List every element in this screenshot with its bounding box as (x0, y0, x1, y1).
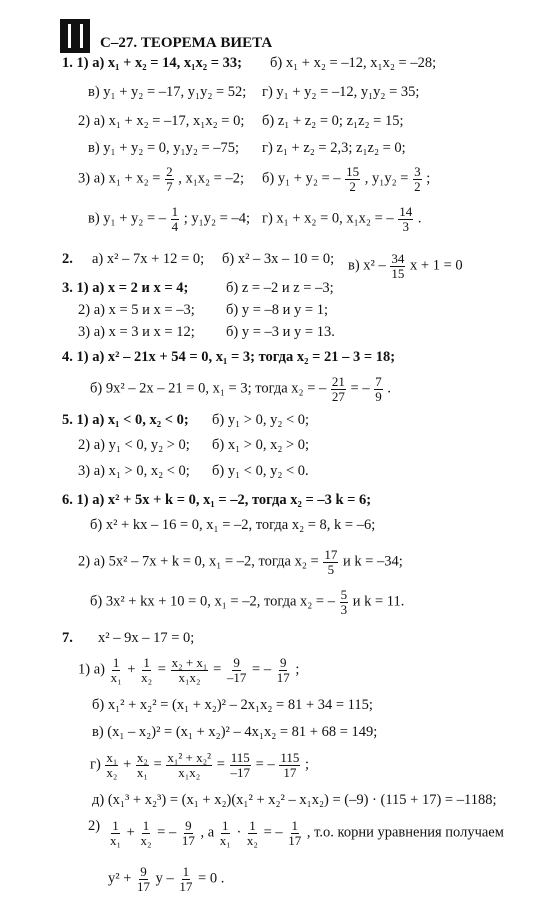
solution-line (90, 518, 375, 533)
text-segment: x + 1 = 0 (406, 257, 463, 274)
text-segment: г) (90, 756, 105, 773)
fraction (331, 375, 346, 403)
fraction-denominator: –17 (226, 669, 247, 685)
text-segment: б) y = –3 и y = 13. (226, 324, 335, 340)
fraction-numerator: 1 (112, 655, 120, 670)
solution-line (262, 165, 430, 193)
text-segment: = – (346, 380, 374, 397)
fraction (230, 751, 252, 779)
fraction-numerator: 1 (291, 818, 299, 833)
solution-line (92, 252, 204, 267)
text-segment: и k = 11. (349, 593, 405, 610)
text-segment: ; y₁y₂ = –4; (180, 210, 250, 227)
text-segment: 2. (62, 251, 73, 267)
fraction-denominator: 17 (276, 669, 290, 685)
solution-line (222, 252, 334, 267)
text-segment: 2) а) x = 5 и x = –3; (78, 302, 195, 318)
text-segment: б) z₁ + z₂ = 0; z₁z₂ = 15; (262, 113, 404, 129)
fraction-denominator: –17 (230, 764, 251, 780)
solution-line (62, 493, 371, 508)
solution-line (92, 725, 377, 740)
solution-line (108, 865, 224, 893)
text-segment: 1. 1) а) x₁ + x₂ = 14, x₁x₂ = 33; (62, 55, 242, 71)
text-segment: 6. 1) а) x² + 5x + k = 0, x₁ = –2, тогда x₂ = –3 k = 6; (62, 492, 372, 508)
fraction-numerator: 5 (340, 587, 348, 602)
fraction-denominator: 5 (327, 561, 335, 577)
fraction (171, 205, 180, 233)
fraction-numerator: x₂ (136, 750, 148, 765)
text-segment: = (209, 661, 225, 678)
text-segment: б) x₁ + x₂ = –12, x₁x₂ = –28; (270, 55, 437, 71)
text-segment: б) 9x² – 2x – 21 = 0, x₁ = 3; тогда x₂ = – (90, 380, 330, 397)
fraction-denominator: 9 (375, 388, 382, 404)
solution-line (108, 819, 504, 847)
solution-line (88, 205, 250, 233)
solution-line (262, 114, 404, 129)
text-segment: = – (252, 756, 279, 773)
fraction-numerator: 1 (222, 818, 229, 833)
text-segment: . (383, 380, 391, 397)
text-segment: 2) (88, 818, 101, 834)
fraction-denominator: x₂ (246, 832, 258, 848)
text-segment: г) x₁ + x₂ = 0, x₁x₂ = – (262, 210, 398, 227)
fraction (390, 252, 405, 280)
fraction-numerator: 1 (143, 655, 150, 670)
text-segment: ; (291, 661, 300, 678)
solution-line (88, 85, 246, 100)
fraction-denominator: 3 (402, 218, 410, 234)
solution-line (78, 548, 403, 576)
page-title: С–27. ТЕОРЕМА ВИЕТА (100, 35, 273, 51)
text-segment: 4. 1) а) x² – 21x + 54 = 0, x₁ = 3; тогда x₂ = 21 – 3 = 18; (62, 349, 396, 365)
fraction (287, 819, 302, 847)
text-segment: б) y₁ < 0, y₂ < 0. (212, 463, 309, 479)
fraction-denominator: 17 (137, 878, 151, 894)
text-segment: б) x₁ > 0, x₂ > 0; (212, 437, 310, 453)
fraction-numerator: 9 (279, 655, 287, 670)
solution-line (62, 252, 73, 267)
fraction-denominator: x₁ (110, 832, 122, 848)
text-segment: + (123, 661, 140, 678)
fraction-denominator: 2 (349, 178, 356, 194)
fraction-denominator: 17 (288, 832, 302, 848)
fraction (279, 751, 300, 779)
text-segment: 1) а) (78, 661, 109, 678)
text-segment: , а (196, 824, 218, 841)
fraction (246, 819, 259, 847)
fraction-numerator: x₁² + x₂² (167, 750, 212, 765)
fraction-numerator: 14 (399, 204, 413, 219)
solution-line (62, 281, 188, 296)
text-segment: и k = –34; (339, 553, 403, 570)
fraction-numerator: 1 (171, 204, 179, 219)
solution-line (90, 588, 404, 616)
solution-line (92, 793, 496, 808)
solution-line (270, 56, 436, 71)
solution-line (78, 303, 195, 318)
text-segment: 3) а) x₁ > 0, x₂ < 0; (78, 463, 190, 479)
fraction-numerator: 15 (346, 164, 360, 179)
fraction (181, 819, 196, 847)
fraction-denominator: x₁x₂ (178, 669, 201, 685)
solution-line (62, 413, 189, 428)
fraction (226, 656, 248, 684)
text-segment: = 0 . (194, 870, 225, 887)
fraction-denominator: 4 (171, 218, 179, 234)
text-segment: а) x² – 7x + 12 = 0; (92, 251, 205, 267)
fraction-numerator: 1 (249, 818, 256, 833)
fraction-denominator: 7 (166, 178, 173, 194)
fraction-denominator: 2 (414, 178, 421, 194)
text-segment: б) x² – 3x – 10 = 0; (222, 251, 335, 267)
text-segment: б) y = –8 и y = 1; (226, 302, 328, 318)
fraction (178, 865, 193, 893)
text-segment: г) y₁ + y₂ = –12, y₁y₂ = 35; (262, 84, 420, 100)
text-segment: = (213, 756, 229, 773)
solution-line (78, 165, 244, 193)
fraction-numerator: 21 (331, 374, 345, 389)
section-badge-icon (60, 19, 90, 53)
fraction-denominator: x₁ (136, 764, 148, 780)
fraction-denominator: x₂ (141, 669, 153, 685)
fraction (109, 819, 122, 847)
text-segment: б) x₁² + x₂² = (x₁ + x₂)² – 2x₁x₂ = 81 + 34 = 115; (92, 697, 373, 713)
text-segment: б) y₁ > 0, y₂ < 0; (212, 412, 310, 428)
fraction-denominator: x₁x₂ (178, 764, 201, 780)
fraction-denominator: 15 (391, 265, 405, 281)
fraction-denominator: 17 (179, 878, 193, 894)
fraction (345, 165, 360, 193)
fraction (340, 588, 349, 616)
text-segment: б) 3x² + kx + 10 = 0, x₁ = –2, тогда x₂ = – (90, 593, 339, 610)
solution-line (62, 350, 395, 365)
text-segment: в) x² – (348, 257, 390, 274)
text-segment: в) y₁ + y₂ = – (88, 210, 170, 227)
fraction (374, 375, 383, 403)
solution-line (226, 325, 335, 340)
solution-line (212, 413, 309, 428)
text-segment: 3. 1) а) x = 2 и x = 4; (62, 280, 189, 296)
fraction (136, 865, 151, 893)
fraction-numerator: 115 (230, 750, 250, 765)
solution-line (262, 85, 419, 100)
fraction (105, 751, 118, 779)
fraction-numerator: 2 (166, 164, 173, 179)
text-segment: . (414, 210, 422, 227)
text-segment: в) y₁ + y₂ = 0, y₁y₂ = –75; (88, 140, 240, 156)
fraction-numerator: 1 (112, 818, 119, 833)
solution-line (78, 325, 195, 340)
fraction-denominator: x₁ (110, 669, 122, 685)
fraction-numerator: 9 (185, 818, 192, 833)
text-segment: + (123, 824, 139, 841)
fraction (219, 819, 232, 847)
fraction-numerator: x₁ (106, 750, 118, 765)
text-segment: = (149, 756, 166, 773)
fraction-numerator: 7 (375, 374, 382, 389)
text-segment: б) z = –2 и z = –3; (226, 280, 334, 296)
solution-line (78, 438, 190, 453)
fraction-numerator: 115 (280, 750, 300, 765)
solution-line (262, 205, 422, 233)
text-segment: д) (x₁³ + x₂³) = (x₁ + x₂)(x₁² + x₂² – x₁x₂) = (–9) · (115 + 17) = –1188; (92, 792, 497, 808)
text-segment: б) x² + kx – 16 = 0, x₁ = –2, тогда x₂ = 8, k = –6; (90, 517, 376, 533)
text-segment: 3) а) x₁ + x₂ = (78, 170, 165, 187)
fraction-denominator: x₂ (140, 832, 152, 848)
text-segment: y² + (108, 870, 136, 887)
text-segment: 5. 1) а) x₁ < 0, x₂ < 0; (62, 412, 189, 428)
solution-line (78, 464, 190, 479)
fraction-numerator: 34 (391, 251, 405, 266)
text-segment: б) y₁ + y₂ = – (262, 170, 345, 187)
fraction-denominator: x₁ (219, 832, 231, 848)
fraction-numerator: 1 (142, 818, 150, 833)
text-segment: · (232, 824, 245, 841)
text-segment: = (154, 661, 170, 678)
fraction-denominator: 17 (283, 764, 297, 780)
solution-line (212, 464, 309, 479)
solution-line (90, 751, 309, 779)
solution-line (88, 819, 100, 834)
solution-line (78, 656, 299, 684)
solution-line (212, 438, 309, 453)
text-segment: 2) а) x₁ + x₂ = –17, x₁x₂ = 0; (78, 113, 245, 129)
text-segment: = – (248, 661, 275, 678)
text-segment: , т.о. корни уравнения получаем (303, 824, 504, 841)
solution-line (78, 114, 244, 129)
fraction (398, 205, 413, 233)
text-segment: ; (301, 756, 310, 773)
fraction (166, 751, 212, 779)
fraction (140, 656, 153, 684)
fraction (413, 165, 422, 193)
solution-line (226, 281, 334, 296)
text-segment: г) z₁ + z₂ = 2,3; z₁z₂ = 0; (262, 140, 406, 156)
fraction-denominator: x₂ (106, 764, 118, 780)
text-segment: в) (x₁ – x₂)² = (x₁ + x₂)² – 4x₁x₂ = 81 + 68 = 149; (92, 724, 378, 740)
fraction (110, 656, 123, 684)
fraction-numerator: 3 (414, 164, 421, 179)
fraction (139, 819, 152, 847)
text-segment: 7. (62, 630, 73, 646)
solution-line (98, 631, 194, 646)
text-segment: , x₁x₂ = –2; (174, 170, 245, 187)
text-segment: в) y₁ + y₂ = –17, y₁y₂ = 52; (88, 84, 247, 100)
solution-line (348, 252, 463, 280)
text-segment: y – (152, 870, 178, 887)
fraction (136, 751, 149, 779)
solution-line (62, 56, 242, 71)
fraction (171, 656, 209, 684)
fraction-numerator: 9 (140, 864, 147, 879)
solution-line (90, 375, 391, 403)
text-segment: ; (422, 170, 431, 187)
fraction-denominator: 3 (340, 601, 348, 617)
text-segment: , y₁y₂ = (361, 170, 413, 187)
text-segment: + (119, 756, 135, 773)
text-segment: = – (259, 824, 287, 841)
fraction (276, 656, 291, 684)
text-segment: 2) а) 5x² – 7x + k = 0, x₁ = –2, тогда x₂ = (78, 553, 323, 570)
fraction-denominator: 17 (181, 832, 195, 848)
text-segment: x² – 9x – 17 = 0; (98, 630, 195, 646)
fraction-numerator: 1 (182, 864, 190, 879)
solution-line (262, 141, 406, 156)
fraction-denominator: 27 (331, 388, 345, 404)
fraction-numerator: x₂ + x₁ (171, 655, 208, 670)
text-segment: 3) а) x = 3 и x = 12; (78, 324, 195, 340)
fraction-numerator: 17 (324, 547, 338, 562)
fraction-numerator: 9 (233, 655, 240, 670)
fraction (165, 165, 174, 193)
solution-line (92, 698, 373, 713)
solution-line (226, 303, 328, 318)
text-segment: 2) а) y₁ < 0, y₂ > 0; (78, 437, 190, 453)
solution-line (62, 631, 73, 646)
text-segment: = – (153, 824, 180, 841)
fraction (323, 548, 338, 576)
solution-line (88, 141, 239, 156)
